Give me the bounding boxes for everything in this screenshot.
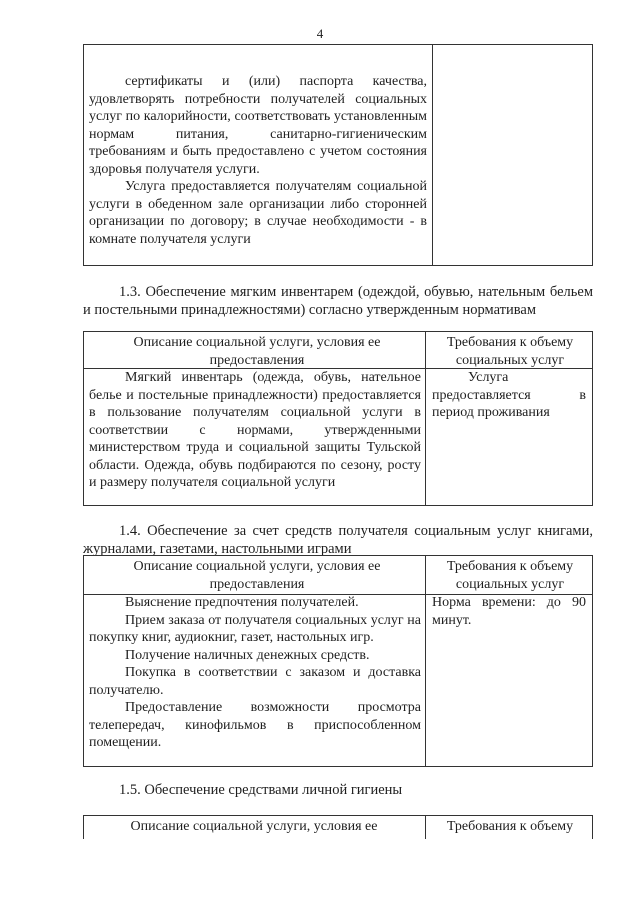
table1-paragraph-2: Услуга предоставляется получателям социальной услуги в обеденном зале организации либо сторонней организации по договору; в случае необходимости - в комнате получателя услуги xyxy=(89,179,427,247)
table-1-4-right-cell: Норма времени: до 90 минут. xyxy=(432,595,586,628)
table1-left-cell xyxy=(89,73,427,248)
table-1-5-col1-header: Описание социальной услуги, условия ее xyxy=(130,819,378,834)
table-1-3-left-cell: Мягкий инвентарь (одежда, обувь, нательное белье и постельные принадлежности) предоставляется в пользование получателям социальной услуги в соответствии с нормами, утвержденными министерством труда и социальной защиты Тульской области. Одежда, обувь подбираются по сезону, росту и размеру получателя социальной услуги xyxy=(89,370,421,490)
table-1-4-paragraph-4: Покупка в соответствии с заказом и доставка получателю. xyxy=(89,665,421,698)
table-1-3-col2-header: Требования к объему социальных услуг xyxy=(446,335,574,368)
table-1-5-col2-header: Требования к объему xyxy=(446,819,574,834)
table-1-4-paragraph-1: Выяснение предпочтения получателей. xyxy=(125,595,359,610)
section-1-4-heading: 1.4. Обеспечение за счет средств получателя социальным услуг книгами, журналами, газетами, настольными играми xyxy=(83,523,593,557)
table-1-4-paragraph-2: Прием заказа от получателя социальных услуг на покупку книг, аудиокниг, газет, настольных игр. xyxy=(89,612,421,645)
table-1-4-col2-header: Требования к объему социальных услуг xyxy=(446,559,574,592)
section-1-3-heading: 1.3. Обеспечение мягким инвентарем (одеждой, обувью, нательным бельем и постельными принадлежностями) согласно утвержденным нормативам xyxy=(83,284,593,318)
table1-paragraph-1: сертификаты и (или) паспорта качества, удовлетворять потребности получателей социальных услуг по калорийности, соответствовать установленным нормам питания, санитарно-гигиеническим требованиям и быть предоставлено с учетом состояния здоровья получателя услуги. xyxy=(89,74,427,177)
table-1-4-paragraph-5: Предоставление возможности просмотра телепередач, кинофильмов в приспособленном помещении. xyxy=(89,700,421,750)
section-1-5-heading: 1.5. Обеспечение средствами личной гигиены xyxy=(119,782,403,798)
table-1-4-left-cell xyxy=(89,594,421,752)
table-1-3-right-cell: Услуга предоставляется в период проживания xyxy=(432,370,586,420)
table-1-3-col1-header: Описание социальной услуги, условия ее предоставления xyxy=(133,335,381,368)
table-1-4-paragraph-3: Получение наличных денежных средств. xyxy=(125,647,370,663)
page-number: 4 xyxy=(316,26,324,41)
table-1-4-col1-header: Описание социальной услуги, условия ее предоставления xyxy=(133,559,381,592)
